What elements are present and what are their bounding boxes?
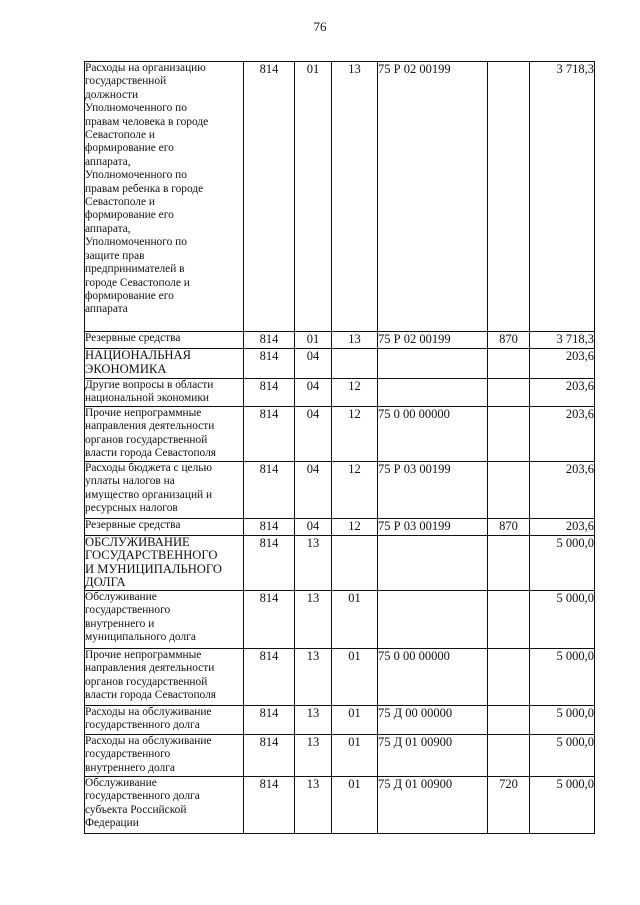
row-ministry-code: 814 [244,461,295,518]
row-name: Расходы на организацию государственной должности Уполномоченного по правам человека в городе Севастополе и формирование его аппарата, Уполномоченного по правам ребенка в городе Севастополе и формирование его аппарата, Уполномоченного по защите прав предпринимателей в городе Севастополе и формирование его аппарата [85,62,244,332]
row-name: Прочие непрограммные направления деятельности органов государственной власти города Севастополя [85,406,244,461]
row-ministry-code: 814 [244,62,295,332]
row-amount: 3 718,3 [530,62,595,332]
row-name: Резервные средства [85,332,244,349]
row-expense-type [488,406,530,461]
row-expense-type: 870 [488,332,530,349]
row-subsection-code: 12 [332,406,378,461]
row-target-article: 75 Р 02 00199 [378,332,488,349]
row-section-code: 04 [295,406,332,461]
table-row [85,406,595,461]
row-expense-type [488,734,530,776]
page-number: 76 [313,19,327,34]
row-target-article: 75 Р 03 00199 [378,518,488,535]
row-subsection-code: 12 [332,518,378,535]
row-subsection-code: 12 [332,379,378,407]
row-target-article: 75 0 00 00000 [378,406,488,461]
row-ministry-code: 814 [244,648,295,705]
row-target-article [378,535,488,590]
row-name: НАЦИОНАЛЬНАЯ ЭКОНОМИКА [85,349,244,379]
row-ministry-code: 814 [244,349,295,379]
row-ministry-code: 814 [244,590,295,648]
row-expense-type [488,590,530,648]
row-target-article: 75 Р 03 00199 [378,461,488,518]
row-expense-type [488,349,530,379]
row-name: Расходы на обслуживание государственного долга [85,705,244,734]
row-name: Обслуживание государственного долга субъекта Российской Федерации [85,776,244,833]
row-subsection-code: 01 [332,705,378,734]
budget-table [84,61,595,834]
row-name: Прочие непрограммные направления деятельности органов государственной власти города Севастополя [85,648,244,705]
row-amount: 5 000,0 [530,705,595,734]
row-amount: 203,6 [530,406,595,461]
row-name: ОБСЛУЖИВАНИЕ ГОСУДАРСТВЕННОГО И МУНИЦИПАЛЬНОГО ДОЛГА [85,535,244,590]
row-name: Расходы бюджета с целью уплаты налогов на имущество организаций и ресурсных налогов [85,461,244,518]
table-row [85,776,595,833]
row-ministry-code: 814 [244,406,295,461]
row-target-article: 75 Р 02 00199 [378,62,488,332]
row-amount: 5 000,0 [530,776,595,833]
row-subsection-code: 01 [332,734,378,776]
table-row [85,648,595,705]
row-target-article [378,590,488,648]
row-section-code: 13 [295,590,332,648]
row-expense-type [488,705,530,734]
row-ministry-code: 814 [244,734,295,776]
row-ministry-code: 814 [244,776,295,833]
table-row [85,379,595,407]
row-expense-type [488,62,530,332]
row-section-code: 04 [295,379,332,407]
row-section-code: 13 [295,776,332,833]
row-ministry-code: 814 [244,705,295,734]
row-section-code: 13 [295,734,332,776]
row-subsection-code: 13 [332,332,378,349]
row-amount: 5 000,0 [530,648,595,705]
row-subsection-code: 01 [332,648,378,705]
row-section-code: 04 [295,461,332,518]
row-section-code: 01 [295,332,332,349]
table-row [85,535,595,590]
row-expense-type: 720 [488,776,530,833]
row-target-article: 75 Д 00 00000 [378,705,488,734]
row-amount: 3 718,3 [530,332,595,349]
table-row [85,705,595,734]
row-section-code: 13 [295,705,332,734]
row-expense-type [488,379,530,407]
row-section-code: 01 [295,62,332,332]
row-subsection-code: 01 [332,590,378,648]
row-subsection-code: 12 [332,461,378,518]
table-row [85,518,595,535]
row-expense-type [488,461,530,518]
row-amount: 203,6 [530,461,595,518]
row-target-article: 75 Д 01 00900 [378,776,488,833]
row-expense-type: 870 [488,518,530,535]
row-subsection-code [332,349,378,379]
row-amount: 5 000,0 [530,590,595,648]
row-ministry-code: 814 [244,535,295,590]
row-section-code: 13 [295,535,332,590]
row-amount: 203,6 [530,349,595,379]
row-ministry-code: 814 [244,379,295,407]
row-target-article: 75 0 00 00000 [378,648,488,705]
row-subsection-code [332,535,378,590]
row-name: Резервные средства [85,518,244,535]
row-section-code: 04 [295,518,332,535]
table-row [85,62,595,332]
row-ministry-code: 814 [244,518,295,535]
row-expense-type [488,535,530,590]
table-row [85,590,595,648]
row-ministry-code: 814 [244,332,295,349]
row-target-article [378,379,488,407]
row-target-article: 75 Д 01 00900 [378,734,488,776]
row-section-code: 13 [295,648,332,705]
row-subsection-code: 13 [332,62,378,332]
table-row [85,734,595,776]
row-name: Другие вопросы в области национальной экономики [85,379,244,407]
row-amount: 5 000,0 [530,734,595,776]
table-row [85,461,595,518]
row-amount: 203,6 [530,518,595,535]
row-expense-type [488,648,530,705]
table-row [85,332,595,349]
row-target-article [378,349,488,379]
row-section-code: 04 [295,349,332,379]
row-amount: 203,6 [530,379,595,407]
row-name: Обслуживание государственного внутреннего и муниципального долга [85,590,244,648]
table-row [85,349,595,379]
row-subsection-code: 01 [332,776,378,833]
row-amount: 5 000,0 [530,535,595,590]
budget-table-body [85,62,595,834]
row-name: Расходы на обслуживание государственного внутреннего долга [85,734,244,776]
